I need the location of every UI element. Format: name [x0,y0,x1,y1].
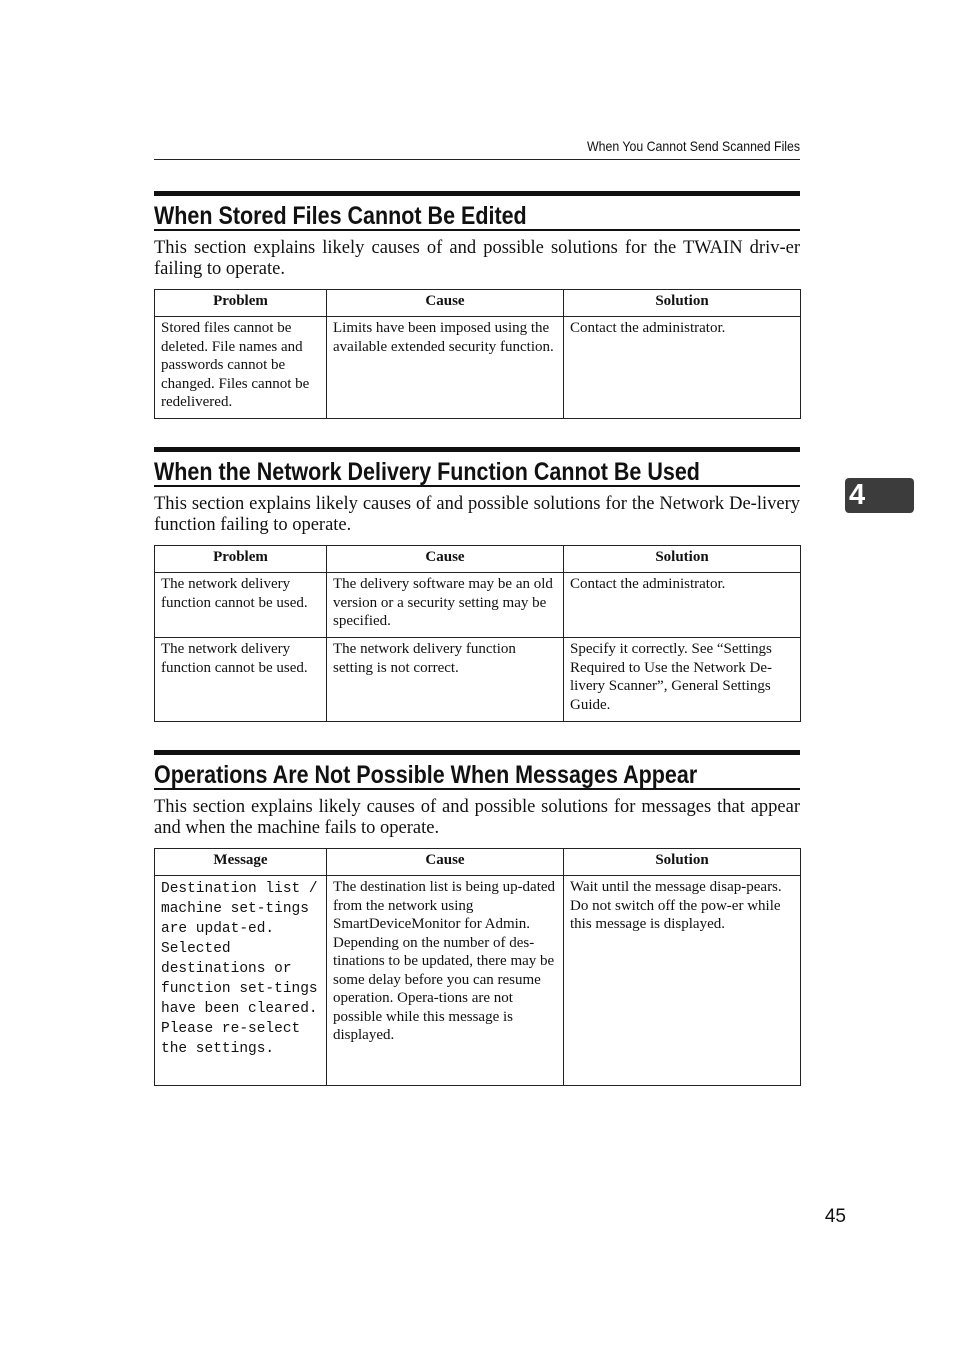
section-heading: When the Network Delivery Function Cannot Be Used [154,447,800,487]
running-head-text: When You Cannot Send Scanned Files [586,138,800,154]
problem-cell: The network delivery function cannot be used. [155,638,327,722]
chapter-tab [845,478,914,513]
troubleshooting-table [154,848,801,1086]
troubleshooting-table [154,289,801,419]
page-number: 45 [824,1206,846,1227]
section-heading: When Stored Files Cannot Be Edited [154,191,800,231]
solution-cell: Wait until the message disap-pears. Do not switch off the pow-er while this message is displayed. [564,876,801,1086]
problem-cell: The network delivery function cannot be used. [155,573,327,638]
section-intro: This section explains likely causes of and possible solutions for messages that appear and when the machine fails to operate. [154,797,800,838]
column-header-solution: Solution [564,290,801,317]
cause-cell: Limits have been imposed using the available extended security function. [327,317,564,419]
column-header-cause: Cause [327,290,564,317]
section-intro: This section explains likely causes of and possible solutions for the TWAIN driv-er failing to operate. [154,238,800,279]
column-header-problem: Problem [155,290,327,317]
table-row [155,638,801,722]
solution-cell: Specify it correctly. See “Settings Required to Use the Network De-livery Scanner”, General Settings Guide. [564,638,801,722]
column-header-solution: Solution [564,546,801,573]
cause-cell: The delivery software may be an old version or a security setting may be specified. [327,573,564,638]
solution-cell: Contact the administrator. [564,573,801,638]
table-header-row [155,546,801,573]
section-network-delivery [154,447,800,722]
cause-cell: The destination list is being up-dated from the network using SmartDeviceMonitor for Admin. Depending on the number of des-tinations to be updated, there may be some delay before you can resume operation. Opera-tions are not possible while this message is displayed. [327,876,564,1086]
running-head [154,138,800,160]
column-header-message: Message [155,849,327,876]
table-header-row [155,849,801,876]
column-header-cause: Cause [327,849,564,876]
section-intro: This section explains likely causes of and possible solutions for the Network De-livery function failing to operate. [154,494,800,535]
solution-cell: Contact the administrator. [564,317,801,419]
troubleshooting-table [154,545,801,722]
section-stored-files [154,191,800,419]
message-cell: Destination list / machine set-tings are updat-ed. Selected destinations or function set-tings have been cleared. Please re-select the settings. [155,876,327,1086]
section-messages [154,750,800,1086]
table-header-row [155,290,801,317]
problem-cell: Stored files cannot be deleted. File names and passwords cannot be changed. Files cannot be redelivered. [155,317,327,419]
column-header-problem: Problem [155,546,327,573]
column-header-solution: Solution [564,849,801,876]
cause-cell: The network delivery function setting is not correct. [327,638,564,722]
section-heading: Operations Are Not Possible When Messages Appear [154,750,800,790]
table-row [155,876,801,1086]
chapter-number: 4 [849,479,866,511]
table-row [155,573,801,638]
table-row [155,317,801,419]
column-header-cause: Cause [327,546,564,573]
